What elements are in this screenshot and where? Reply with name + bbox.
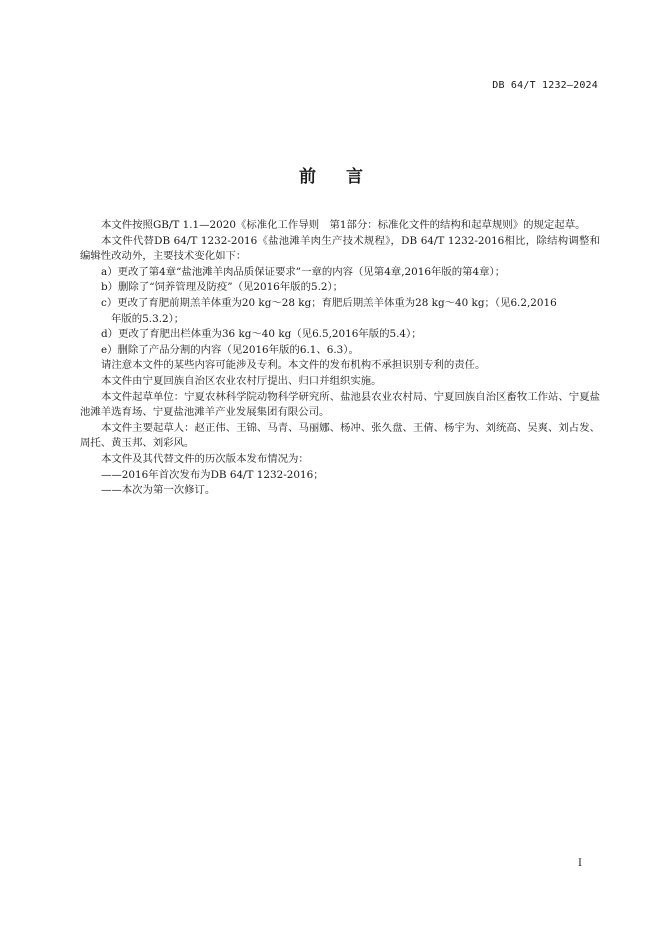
change-item-c-line1: c）更改了育肥前期羔羊体重为20 kg～28 kg；育肥后期羔羊体重为28 kg～40 kg；（见6.2,2016 [101,296,557,309]
history-item-2016: ——2016年首次发布为DB 64/T 1232-2016； [101,468,324,481]
change-item-c-line2: 年版的5.3.2）； [111,312,185,325]
change-item-e: e）删除了产品分割的内容（见2016年版的6.1、6.3）。 [101,343,359,356]
title-char-2: 言 [346,167,363,187]
standard-code: DB 64/T 1232—2024 [492,80,598,91]
paragraph-proposer: 本文件由宁夏回族自治区农业农村厅提出、归口并组织实施。 [101,374,382,387]
change-item-b: b）删除了“饲养管理及防疫”（见2016年版的5.2）； [101,281,344,294]
paragraph-drafting-rule: 本文件按照GB/T 1.1—2020《标准化工作导则 第1部分：标准化文件的结构和起草规则》的规定起草。 [101,219,586,231]
page-number: I [578,858,582,869]
paragraph-patent-notice: 请注意本文件的某些内容可能涉及专利。本文件的发布机构不承担识别专利的责任。 [101,359,486,372]
title-char-1: 前 [299,167,316,187]
history-item-current: ——本次为第一次修订。 [101,484,216,497]
change-item-c [80,296,600,327]
paragraph-drafting-units: 本文件起草单位：宁夏农林科学院动物科学研究所、盐池县农业农村局、宁夏回族自治区畜牧工作站、宁夏盐池滩羊选育场、宁夏盐池滩羊产业发展集团有限公司。 [80,390,600,419]
page-title [0,162,662,187]
paragraph-replacement: 本文件代替DB 64/T 1232-2016《盐池滩羊肉生产技术规程》，DB 64/T 1232-2016相比，除结构调整和编辑性改动外，主要技术变化如下： [80,234,600,263]
change-item-a: a）更改了第4章“盐池滩羊肉品质保证要求”一章的内容（见第4章,2016年版的第4章）； [101,265,506,278]
foreword-body [80,218,600,499]
paragraph-history-intro: 本文件及其代替文件的历次版本发布情况为： [101,452,309,465]
change-item-d: d）更改了育肥出栏体重为36 kg～40 kg（见6.5,2016年版的5.4）； [101,328,422,341]
paragraph-drafters: 本文件主要起草人：赵正伟、王锦、马青、马丽娜、杨冲、张久盘、王倩、杨宇为、刘统高、吴爽、刘占发、周托、黄玉邦、刘彩风。 [80,421,600,450]
